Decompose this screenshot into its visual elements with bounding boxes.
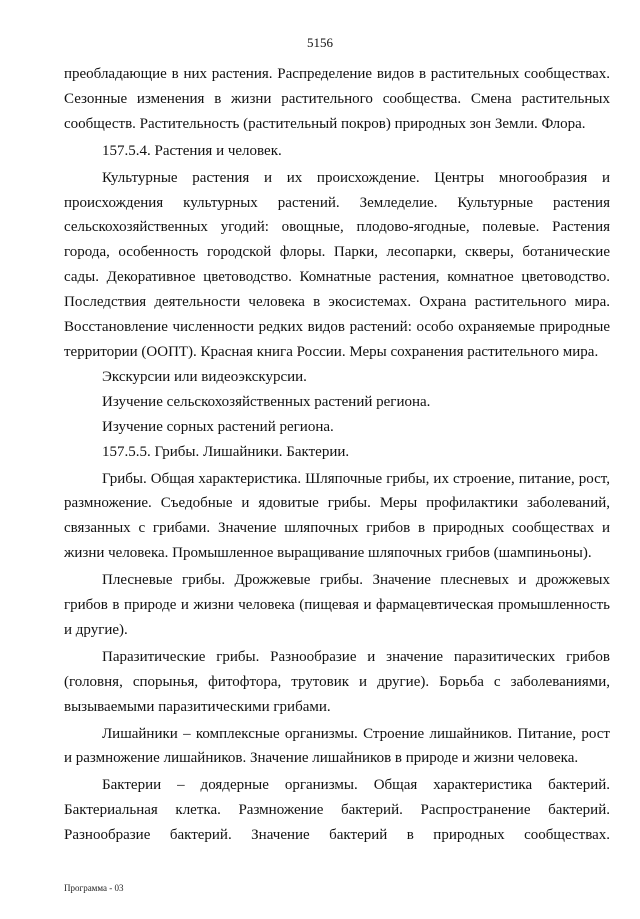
- list-item: Изучение сорных растений региона.: [102, 418, 334, 435]
- paragraph: Плесневые грибы. Дрожжевые грибы. Значение плесневых и дрожжевых грибов в природе и жизни человека (пищевая и фармацевтическая промышленность и другие).: [64, 572, 610, 638]
- paragraph: Бактерии – доядерные организмы. Общая характеристика бактерий. Бактериальная клетка. Размножение бактерий. Распространение бактерий. Разнообразие бактерий. Значение бактерий в природных сообществах.: [64, 777, 610, 844]
- body-text: [64, 62, 610, 848]
- page-number: 5156: [307, 35, 333, 50]
- footer-label: Программа - 03: [64, 883, 124, 893]
- paragraph: Лишайники – комплексные организмы. Строение лишайников. Питание, рост и размножение лишайников. Значение лишайников в природе и жизни человека.: [64, 725, 610, 767]
- list-item: Экскурсии или видеоэкскурсии.: [102, 368, 307, 385]
- list-item: Изучение сельскохозяйственных растений региона.: [102, 393, 431, 410]
- section-heading: 157.5.4. Растения и человек.: [102, 142, 282, 159]
- section-heading: 157.5.5. Грибы. Лишайники. Бактерии.: [102, 443, 350, 460]
- paragraph: Культурные растения и их происхождение. Центры многообразия и происхождения культурных растений. Земледелие. Культурные растения сельскохозяйственных угодий: овощные, плодово-ягодные, полевые. Растения города, особенность городской флоры. Парки, лесопарки, скверы, ботанические сады. Декоративное цветоводство. Комнатные растения, комнатное цветоводство. Последствия деятельности человека в экосистемах. Охрана растительного мира. Восстановление численности редких видов растений: особо охраняемые природные территории (ООПТ). Красная книга России. Меры сохранения растительного мира.: [64, 169, 610, 360]
- paragraph: Грибы. Общая характеристика. Шляпочные грибы, их строение, питание, рост, размножение. Съедобные и ядовитые грибы. Меры профилактики заболеваний, связанных с грибами. Значение шляпочных грибов в природных сообществах и жизни человека. Промышленное выращивание шляпочных грибов (шампиньоны).: [64, 470, 610, 562]
- paragraph: преобладающие в них растения. Распределение видов в растительных сообществах. Сезонные изменения в жизни растительного сообщества. Смена растительных сообществ. Растительность (растительный покров) природных зон Земли. Флора.: [64, 66, 610, 132]
- paragraph: Паразитические грибы. Разнообразие и значение паразитических грибов (головня, спорынья, фитофтора, трутовик и другие). Борьба с заболеваниями, вызываемыми паразитическими грибами.: [64, 648, 610, 715]
